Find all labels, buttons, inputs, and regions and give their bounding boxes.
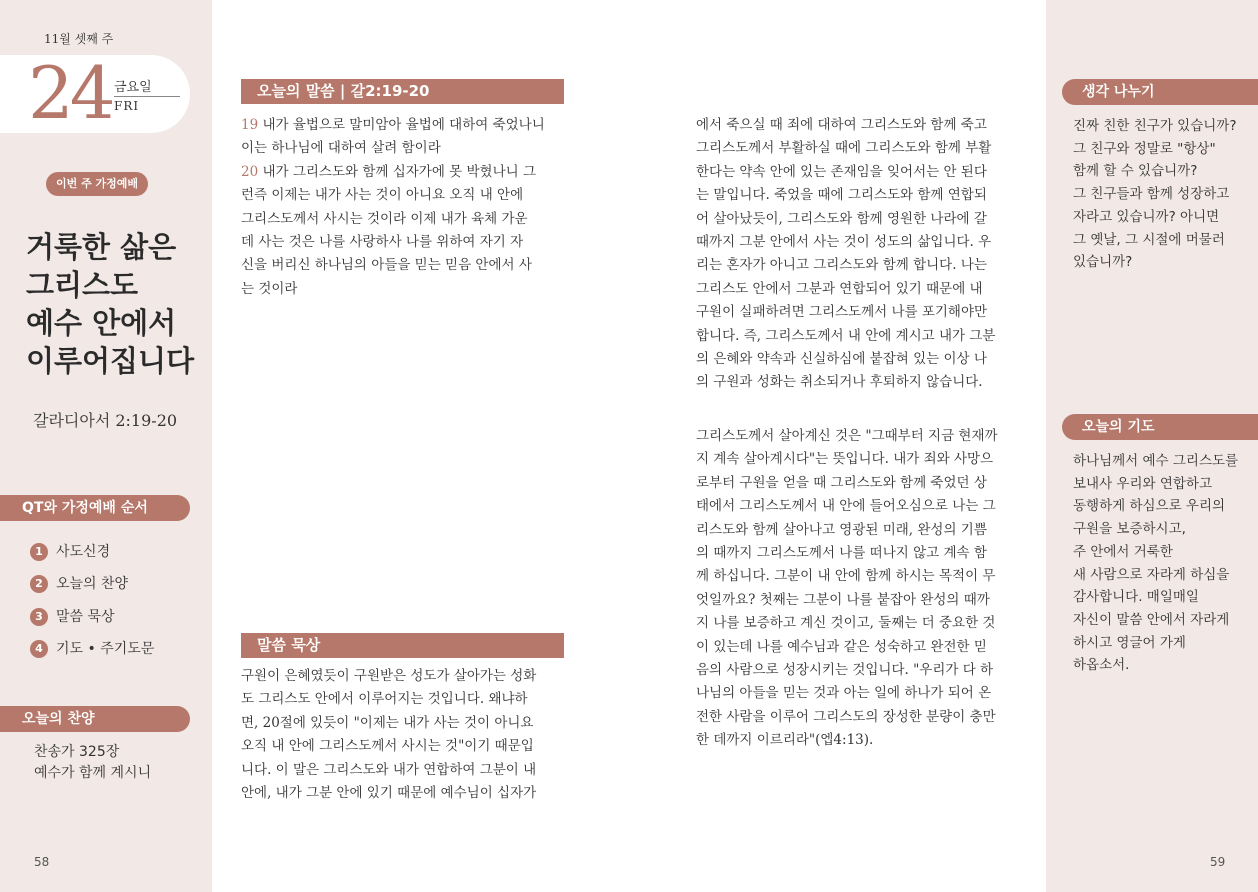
- meditation-line: 엇일까요? 첫째는 그분이 나를 붙잡아 완성의 때까: [696, 591, 990, 608]
- meditation-line: 로부터 구원을 얻을 때 그리스도와 함께 죽었던 상: [696, 474, 987, 491]
- week-label: 11월 셋째 주: [44, 32, 114, 46]
- date-divider: [114, 96, 180, 97]
- scripture-text: [241, 114, 564, 301]
- meditation-text-col1: [241, 665, 564, 805]
- meditation-line: 어 살아났듯이, 그리스도와 함께 영원한 나라에 갈: [696, 210, 987, 227]
- meditation-line: 태에서 그리스도께서 내 안에 들어오심으로 나는 그: [696, 498, 996, 515]
- verse-line: 19 내가 율법으로 말미암아 율법에 대하여 죽었나니: [241, 117, 545, 133]
- meditation-text-col2-para2: [696, 425, 1018, 753]
- verse-number: 19: [241, 117, 259, 133]
- prayer-text: [1073, 450, 1253, 677]
- verse-line: 이는 하나님에 대하여 살려 함이라: [241, 140, 441, 157]
- verse-line: 데 사는 것은 나를 사랑하사 나를 위하여 자기 자: [241, 234, 524, 251]
- meditation-line: 한 데까지 이르리라"(엡4:13).: [696, 732, 874, 749]
- meditation-line: 구원이 실패하려면 그리스도께서 나를 포기해야만: [696, 304, 988, 321]
- prayer-line: 감사합니다. 매일매일: [1073, 589, 1199, 606]
- verse-line: 는 것이라: [241, 280, 298, 297]
- scripture-header: 오늘의 말씀 | 갈2:19-20: [241, 79, 564, 104]
- order-number-badge: 1: [30, 543, 48, 561]
- meditation-line: 안에, 내가 그분 안에 있기 때문에 예수님이 십자가: [241, 785, 537, 802]
- order-number-badge: 4: [30, 640, 48, 658]
- title-line: 거룩한 삶은: [26, 230, 177, 264]
- meditation-line: 구원이 은혜였듯이 구원받은 성도가 살아가는 성화: [241, 668, 537, 684]
- meditation-line: 께 하십니다. 그분이 내 안에 함께 하시는 목적이 무: [696, 568, 996, 585]
- prayer-line: 보내사 우리와 연합하고: [1073, 475, 1212, 492]
- title-line: 그리스도: [26, 268, 139, 302]
- order-item-label: 말씀 묵상: [56, 609, 115, 625]
- meditation-line: 의 구원과 성화는 취소되거나 후퇴하지 않습니다.: [696, 374, 983, 391]
- date-number: 24: [28, 51, 112, 135]
- meditation-line: 그리스도 안에서 그분과 연합되어 있기 때문에 내: [696, 280, 983, 297]
- prayer-header: 오늘의 기도: [1062, 414, 1258, 440]
- meditation-line: 합니다. 즉, 그리스도께서 내 안에 계시고 내가 그분: [696, 327, 996, 344]
- meditation-line: 도 그리스도 안에서 이루어지는 것입니다. 왜냐하: [241, 691, 528, 708]
- sharing-line: 있습니까?: [1073, 254, 1133, 271]
- meditation-line: 에서 죽으실 때 죄에 대하여 그리스도와 함께 죽고: [696, 117, 987, 133]
- sharing-line: 그 친구들과 함께 성장하고: [1073, 186, 1230, 203]
- order-item-label: 기도 • 주기도문: [56, 641, 155, 657]
- meditation-line: 의 은혜와 약속과 신실하심에 붙잡혀 있는 이상 나: [696, 351, 987, 368]
- title-line: 이루어집니다: [26, 344, 195, 378]
- hymn-info: [34, 742, 151, 784]
- meditation-text-col2: [696, 114, 1018, 395]
- sharing-line: 그 옛날, 그 시절에 머물러: [1073, 231, 1225, 248]
- meditation-line: 의 때까지 그리스도께서 나를 떠나지 않고 계속 함: [696, 545, 987, 562]
- sharing-line: 진짜 친한 친구가 있습니까?: [1073, 118, 1237, 134]
- sharing-header: 생각 나누기: [1062, 79, 1258, 105]
- verse-line: 런즉 이제는 내가 사는 것이 아니요 오직 내 안에: [241, 187, 524, 204]
- verse-line: 신을 버리신 하나님의 아들을 믿는 믿음 안에서 사: [241, 257, 532, 274]
- prayer-line: 주 안에서 거룩한: [1073, 543, 1173, 560]
- sharing-questions: [1073, 115, 1253, 274]
- meditation-header: 말씀 묵상: [241, 633, 564, 658]
- order-item: [30, 573, 128, 595]
- meditation-line: 리는 혼자가 아니고 그리스도와 함께 합니다. 나는: [696, 257, 987, 274]
- meditation-line: 지 나를 보증하고 계신 것이고, 둘째는 더 중요한 것: [696, 615, 996, 632]
- meditation-line: 그리스도께서 살아계신 것은 "그때부터 지금 현재까: [696, 428, 998, 444]
- order-item-label: 사도신경: [56, 544, 111, 560]
- hymn-number: 찬송가 325장: [34, 744, 120, 760]
- prayer-line: 구원을 보증하시고,: [1073, 521, 1186, 538]
- devotion-title: [26, 228, 212, 380]
- order-item: [30, 606, 115, 628]
- prayer-line: 새 사람으로 자라게 하심을: [1073, 566, 1230, 583]
- hymn-title: 예수가 함께 계시니: [34, 765, 152, 781]
- title-line: 예수 안에서: [26, 306, 177, 340]
- prayer-line: 하나님께서 예수 그리스도를: [1073, 453, 1239, 469]
- meditation-line: 이 있는데 나를 예수님과 같은 성숙하고 완전한 믿: [696, 638, 987, 655]
- meditation-line: 오직 내 안에 그리스도께서 사시는 것"이기 때문입: [241, 738, 534, 755]
- meditation-line: 전한 사람을 이루어 그리스도의 장성한 분량이 충만: [696, 708, 996, 725]
- scripture-reference: 갈라디아서 2:19-20: [33, 411, 178, 430]
- meditation-line: 음의 사람으로 성장시키는 것입니다. "우리가 다 하: [696, 662, 994, 679]
- sharing-line: 자라고 있습니까? 아니면: [1073, 208, 1220, 225]
- meditation-line: 면, 20절에 있듯이 "이제는 내가 사는 것이 아니요: [241, 714, 534, 731]
- meditation-line: 나님의 아들을 믿는 것과 아는 일에 하나가 되어 온: [696, 685, 992, 702]
- sharing-line: 함께 할 수 있습니까?: [1073, 163, 1198, 180]
- order-section-header: QT와 가정예배 순서: [0, 495, 190, 521]
- prayer-line: 동행하게 하심으로 우리의: [1073, 498, 1226, 515]
- meditation-line: 한다는 약속 안에 있는 존재임을 잊어서는 안 된다: [696, 163, 987, 180]
- sharing-line: 그 친구와 정말로 "항상": [1073, 140, 1216, 157]
- meditation-line: 는 말입니다. 죽었을 때에 그리스도와 함께 연합되: [696, 187, 987, 204]
- verse-line: 20 내가 그리스도와 함께 십자가에 못 박혔나니 그: [241, 163, 537, 180]
- page-number-left: 58: [34, 855, 50, 869]
- order-item-label: 오늘의 찬양: [56, 576, 129, 592]
- order-item: [30, 638, 154, 660]
- prayer-line: 자신이 말씀 안에서 자라게: [1073, 611, 1230, 628]
- order-number-badge: 3: [30, 608, 48, 626]
- meditation-line: 니다. 이 말은 그리스도와 내가 연합하여 그분이 내: [241, 761, 537, 778]
- meditation-line: 리스도와 함께 살아나고 영광된 미래, 완성의 기쁨: [696, 521, 987, 538]
- family-worship-badge: 이번 주 가정예배: [46, 172, 148, 196]
- order-number-badge: 2: [30, 575, 48, 593]
- meditation-line: 때까지 그분 안에서 사는 것이 성도의 삶입니다. 우: [696, 234, 992, 251]
- meditation-line: 지 계속 살아계시다"는 뜻입니다. 내가 죄와 사망으: [696, 451, 994, 468]
- page-number-right: 59: [1210, 855, 1226, 869]
- weekday-english: FRI: [114, 99, 140, 113]
- weekday-korean: 금요일: [114, 80, 152, 95]
- prayer-line: 하옵소서.: [1073, 657, 1130, 674]
- order-item: [30, 541, 110, 563]
- hymn-section-header: 오늘의 찬양: [0, 706, 190, 732]
- meditation-line: 그리스도께서 부활하실 때에 그리스도와 함께 부활: [696, 140, 992, 157]
- verse-number: 20: [241, 163, 259, 180]
- prayer-line: 하시고 영글어 가게: [1073, 634, 1186, 651]
- verse-line: 그리스도께서 사시는 것이라 이제 내가 육체 가운: [241, 210, 528, 227]
